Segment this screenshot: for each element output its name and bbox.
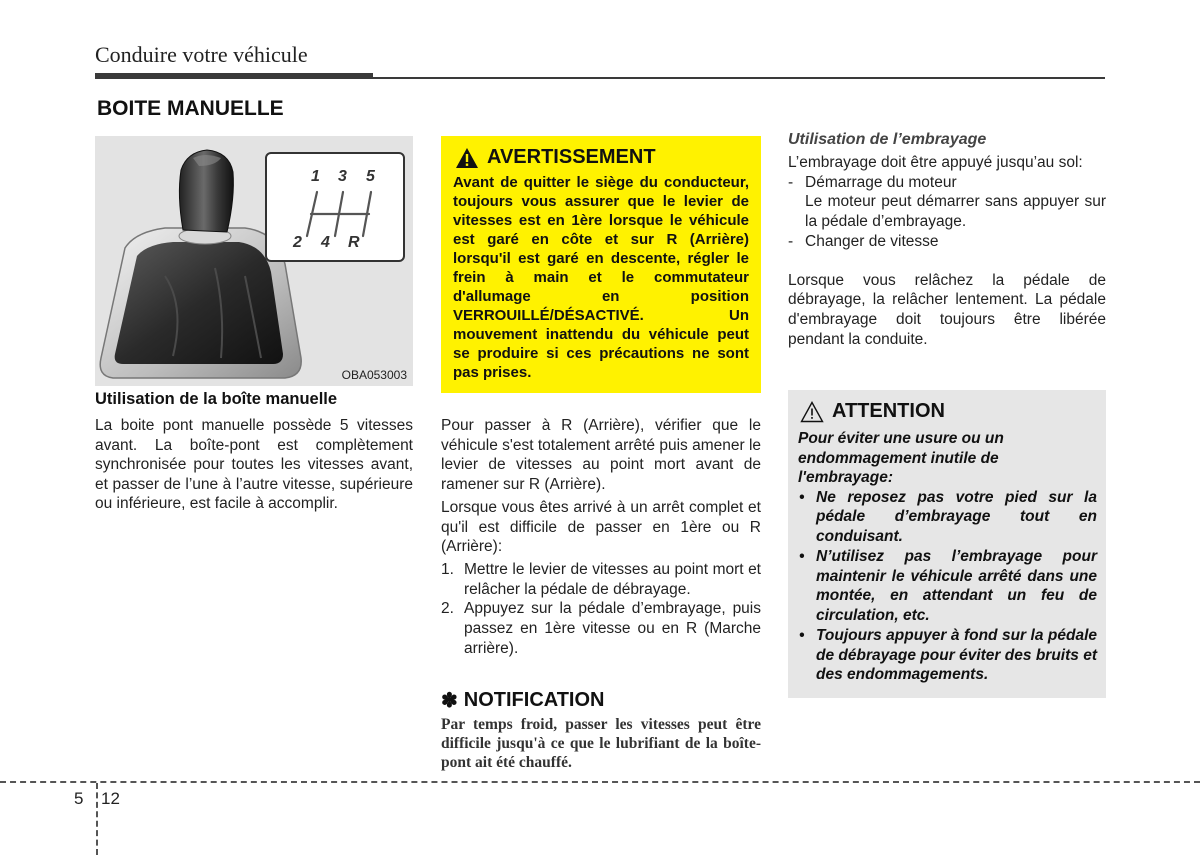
step-text: Mettre le levier de vitesses au point mort et relâcher la pédale de débrayage. — [464, 560, 761, 598]
clutch-item-detail: Le moteur peut démarrer sans appuyer sur la pédale d’embrayage. — [805, 193, 1106, 231]
attention-heading — [800, 400, 1097, 423]
clutch-release-paragraph: Lorsque vous relâchez la pédale de débrayage, la relâcher lentement. La pédale d'embrayage doit toujours être libérée pendant la conduite. — [788, 271, 1106, 348]
warning-title: AVERTISSEMENT — [487, 146, 656, 168]
warning-box — [441, 136, 761, 393]
gear-label-r: R — [348, 234, 360, 251]
warning-heading — [455, 146, 749, 169]
notification-text: Par temps froid, passer les vitesses peut être difficile jusqu'à ce que le lubrifiant de la boîte-pont ait été chauffé. — [441, 716, 761, 771]
list-item — [788, 232, 1106, 252]
list-item — [788, 173, 1106, 193]
page-heading: BOITE MANUELLE — [97, 97, 284, 120]
reverse-instructions — [441, 416, 761, 658]
shift-pattern-lines — [267, 154, 403, 260]
gear-pattern-diagram — [265, 152, 405, 262]
warning-triangle-icon — [455, 147, 479, 169]
list-item — [441, 560, 761, 599]
figure-code: OBA053003 — [341, 368, 407, 382]
step-number: 2. — [441, 600, 454, 618]
gear-label-4: 4 — [321, 234, 330, 251]
clutch-item-label: Démarrage du moteur — [805, 173, 957, 191]
header-rule-thin — [373, 77, 1105, 79]
footer-divider — [0, 781, 1200, 783]
list-item — [798, 488, 1097, 547]
reverse-paragraph: Pour passer à R (Arrière), vérifier que le véhicule s'est totalement arrêté puis amener le levier de vitesses au point mort avant de ramener sur R (Arrière). — [441, 417, 762, 494]
gear-shifter-figure — [95, 136, 413, 386]
clutch-text — [788, 153, 1106, 349]
clutch-intro: L’embrayage doit être appuyé jusqu’au sol: — [788, 154, 1083, 171]
warning-text: Avant de quitter le siège du conducteur, toujours vous assurer que le levier de vitesses est en 1ère lorsque le véhicule est garé en côte et sur R (Arrière) lorsqu'il est garé en descente, régler le frein à main et le commutateur d'allumage en position VERROUILLÉ/DÉSACTIVÉ. Un mouvement inattendu du véhicule peut se produire si ces précautions ne sont pas prises. — [453, 174, 749, 381]
steps-list — [441, 560, 761, 659]
clutch-item-label: Changer de vitesse — [805, 232, 939, 250]
gear-label-5: 5 — [366, 168, 375, 185]
manual-gearbox-subheading: Utilisation de la boîte manuelle — [95, 390, 338, 408]
list-item — [798, 626, 1097, 685]
attention-box — [788, 390, 1106, 698]
attention-item-text: N’utilisez pas l’embrayage pour maintenir le véhicule arrêté dans une montée, en attendant un feu de circulation, etc. — [816, 548, 1097, 624]
asterisk-icon: ✽ — [441, 690, 458, 712]
step-text: Appuyez sur la pédale d’embrayage, puis passez en 1ère vitesse ou en R (Marche arrière). — [464, 600, 761, 657]
header-rule-thick — [95, 73, 373, 79]
notification-title: NOTIFICATION — [463, 689, 605, 711]
gear-label-3: 3 — [338, 168, 347, 185]
list-item — [441, 599, 761, 658]
bullet-marker: • — [799, 488, 805, 506]
clutch-subheading: Utilisation de l’embrayage — [788, 131, 987, 148]
gear-label-2: 2 — [293, 234, 302, 251]
manual-gearbox-text: La boite pont manuelle possède 5 vitesses avant. La boîte-pont est complètement synchronisée pour toutes les vitesses avant, et passer de l’une à l’autre vitesse, supérieure ou inférieure, est facile à accomplir. — [95, 417, 413, 512]
dash-marker: - — [788, 232, 794, 250]
list-item — [798, 547, 1097, 625]
bullet-marker: • — [799, 548, 805, 565]
gear-label-1: 1 — [311, 168, 320, 185]
section-number: 5 — [74, 789, 84, 808]
attention-intro: Pour éviter une usure ou un endommagement inutile de l'embrayage: — [798, 430, 1004, 486]
attention-title: ATTENTION — [832, 400, 945, 422]
notification-heading — [441, 688, 605, 713]
section-title: Conduire votre véhicule — [95, 42, 308, 67]
step-number: 1. — [441, 560, 454, 578]
bullet-marker: • — [799, 627, 805, 644]
footer-vertical-divider — [96, 783, 98, 855]
attention-item-text: Ne reposez pas votre pied sur la pédale d’embrayage tout en conduisant. — [816, 488, 1097, 545]
page-number: 12 — [101, 789, 120, 808]
full-stop-paragraph: Lorsque vous êtes arrivé à un arrêt complet et qu'il est difficile de passer en 1ère ou R (Arrière): — [441, 498, 761, 556]
attention-list — [798, 488, 1097, 685]
dash-marker: - — [788, 173, 794, 191]
caution-triangle-icon — [800, 401, 824, 423]
attention-item-text: Toujours appuyer à fond sur la pédale de débrayage pour éviter des bruits et des endommagements. — [816, 627, 1097, 683]
